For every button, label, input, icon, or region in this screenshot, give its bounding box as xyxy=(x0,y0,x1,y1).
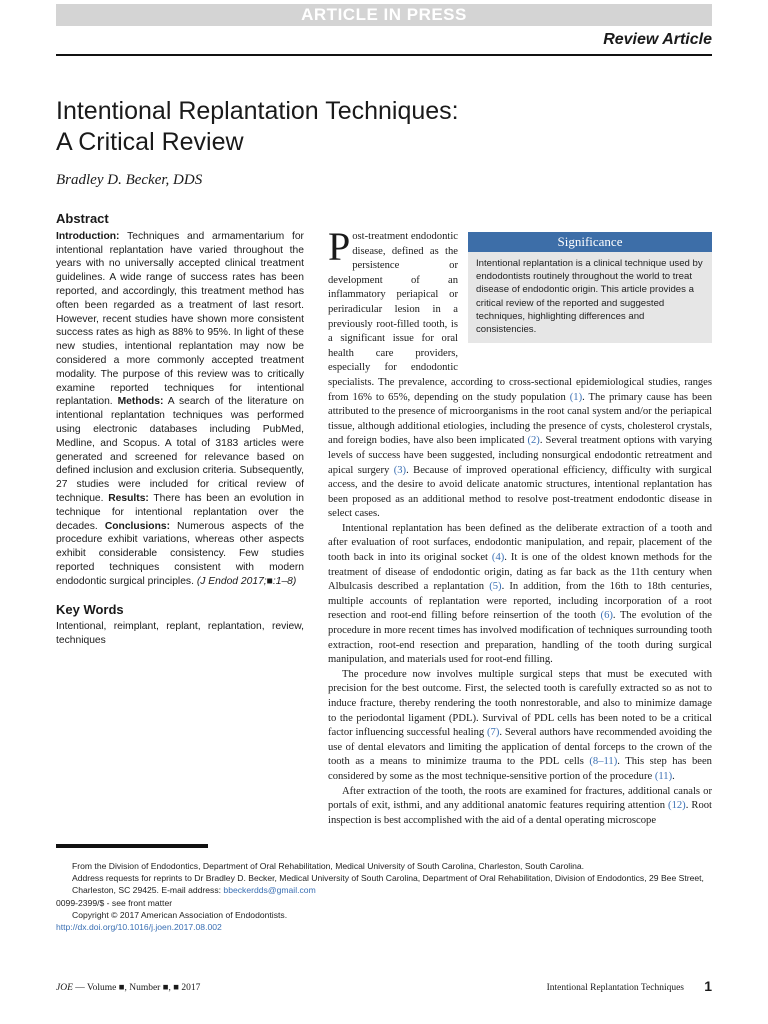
body-text: . xyxy=(672,770,675,782)
email-link[interactable]: bbeckerdds@gmail.com xyxy=(223,885,316,896)
body-text: Intentional replantation has been defined as the deliberate extraction of a tooth and after evaluation of root surfaces, endodontic manipulation, and repair, placement of the tooth back in into its original socket xyxy=(328,522,712,564)
body-text: . In addition, from the 16th to 18th centuries, multiple accounts of replantation were reported, including incorporation of a root resection and root-end filling before reinsertion of the tooth xyxy=(328,581,712,622)
reprints-note xyxy=(56,872,712,896)
section-label: Review Article xyxy=(603,31,712,48)
methods-text: A search of the literature on intentional replantation techniques was performed using electronic databases including PubMed, Medline, and Scopus. A total of 3183 articles were generated and screened for relevance based on defined inclusion and exclusion criteria. Subsequently, 27 studies were included for critical review of technique. xyxy=(56,396,304,504)
journal-abbrev: JOE xyxy=(56,983,73,993)
reference-link[interactable]: (1) xyxy=(569,391,583,403)
body-text: . The evolution of the procedure in more recent times has involved modification of techniques surrounding tooth extraction, root-end resection and preparation, handling of the tooth during surgical manipulation, and materials used for root-end filling. xyxy=(328,610,712,666)
affiliation-note: From the Division of Endodontics, Department of Oral Rehabilitation, Medical University of South Carolina, Charleston, South Carolina. xyxy=(72,861,585,871)
header-rule xyxy=(56,54,712,56)
body-text: The procedure now involves multiple surgical steps that must be executed with precision for the best outcome. First, the selected tooth is carefully extracted so as not to induce fracture, thereby rendering the tooth nonrestorable, and also to minimize damage to the periodontal ligament (PDL). Survival of PDL cells has been noted to be a critical factor influencing successful healing xyxy=(328,668,712,739)
article-title xyxy=(56,96,656,158)
body-text: . Root inspection is best accomplished with the aid of a dental operating microscope xyxy=(328,800,713,826)
running-title: Intentional Replantation Techniques xyxy=(546,983,684,993)
footer-journal-info xyxy=(56,983,200,993)
author-name: Bradley D. Becker, DDS xyxy=(56,172,203,188)
reference-link[interactable]: (5) xyxy=(489,581,502,593)
footnotes xyxy=(56,860,712,933)
reference-link[interactable]: (6) xyxy=(600,610,613,622)
title-line-2: A Critical Review xyxy=(56,128,244,156)
reference-link[interactable]: (2) xyxy=(527,435,540,447)
significance-spacer xyxy=(468,230,712,370)
body-text: ost-treatment endodontic disease, defined as the persistence or development of an inflammatory periapical or periradicular lesion in a previously root-filled tooth, is a significant issue for oral health care providers, especially for endodontic specialists. The prevalence, according to cross-sectional epidemiological studies, ranges from 16% to 65%, depending on the study population xyxy=(328,231,712,403)
intro-label: Introduction: xyxy=(56,230,120,242)
keywords-text: Intentional, reimplant, replant, replantation, review, techniques xyxy=(56,621,304,647)
body-text: . This step has been considered by some as the most technique-sensitive portion of the procedure xyxy=(328,756,712,782)
reference-link[interactable]: (3) xyxy=(393,464,407,476)
drop-cap: P xyxy=(328,224,351,269)
body-paragraph-2 xyxy=(328,522,712,668)
journal-citation: (J Endod 2017;■:1–8) xyxy=(196,575,297,587)
body-text: After extraction of the tooth, the roots are examined for fractures, additional canals or portals of exit, isthmi, and any additional anatomic features requiring attention xyxy=(328,785,712,812)
body-column xyxy=(328,224,713,828)
title-line-1: Intentional Replantation Techniques: xyxy=(56,97,459,125)
abstract-heading: Abstract xyxy=(56,211,109,226)
intro-text: Techniques and armamentarium for intentional replantation have varied throughout the years with no universally accepted clinical treatment guidelines. A wide range of success rates has been reported, and accordingly, this treatment method has often been regarded as a treatment of last resort. However, recent studies have shown more consistent success rates as high as 88% to 95%. In light of these new studies, intentional replantation may now be considered a more commonly accepted treatment modality. The purpose of this review was to critically examine reported techniques for intentional replantation. xyxy=(56,230,304,408)
conclusions-text: Numerous aspects of the procedure exhibit variations, whereas other aspects exhibit considerable consistency. Few studies reported techniques consistent with modern endodontic surgical principles. xyxy=(56,520,304,587)
issue-info: — Volume ■, Number ■, ■ 2017 xyxy=(72,983,201,993)
reference-link[interactable]: (12) xyxy=(668,800,686,812)
body-text: . Several treatment options with varying levels of success have been suggested, including nonsurgical endodontic retreatment and apical surgery xyxy=(328,435,712,476)
body-paragraph-4 xyxy=(328,785,712,829)
significance-text: Intentional replantation is a clinical technique used by endodontists routinely throughout the world to treat disease of endodontic origin. This article provides a critical review of the reported and suggested techniques, highlighting differences and consistencies. xyxy=(468,252,712,343)
copyright-note: Copyright © 2017 American Association of Endodontists. xyxy=(72,909,288,920)
reference-link[interactable]: (11) xyxy=(654,770,673,782)
body-text: . Several authors have recommended avoiding the use of dental elevators and limiting the application of dental forceps to the crown of the tooth as a means to minimize trauma to the PDL cells xyxy=(328,727,712,768)
article-in-press-banner: ARTICLE IN PRESS xyxy=(56,4,712,26)
results-text: There has been an evolution in technique for intentional replantation over the decades. xyxy=(56,492,304,532)
conclusions-label: Conclusions: xyxy=(104,520,171,532)
body-paragraph-3 xyxy=(328,668,712,785)
body-text: . It is one of the oldest known methods for the treatment of disease of endodontic origin, dating as far back as the 11th century when Albulcasis described a replantation xyxy=(328,552,712,593)
page-number: 1 xyxy=(704,978,712,994)
reference-link[interactable]: (8–11) xyxy=(589,756,618,768)
reference-link[interactable]: (7) xyxy=(487,727,500,739)
reference-link[interactable]: (4) xyxy=(491,552,505,564)
reprints-text: Address requests for reprints to Dr Bradley D. Becker, Medical University of South Carolina, Department of Oral Rehabilitation, Division of Endodontics, 29 Bee Street, Charleston, SC 29425. E-mail address: xyxy=(72,873,704,896)
keywords-heading: Key Words xyxy=(56,601,124,617)
methods-label: Methods: xyxy=(117,396,164,408)
abstract-column xyxy=(56,212,304,648)
issn-note: 0099-2399/$ - see front matter xyxy=(56,897,173,908)
results-label: Results: xyxy=(108,492,149,504)
footnote-rule xyxy=(56,844,208,848)
abstract-text xyxy=(56,230,304,589)
significance-title: Significance xyxy=(468,232,712,252)
doi-link[interactable]: http://dx.doi.org/10.1016/j.joen.2017.08.002 xyxy=(56,922,222,933)
body-text: . The primary cause has been attributed to the presence of microorganisms in the root canal system and/or the periapical tissue, although additional etiologies, including the presence of cysts, cholesterol crystals, and foreign bodies, have also been implicated xyxy=(328,391,712,447)
body-text: . Because of improved operational efficiency, difficulty with surgical access, and the desire to avoid delicate anatomic structures, intentional replantation has been proposed as an additional method to resolve post-treatment endodontic disease in select cases. xyxy=(328,464,712,520)
